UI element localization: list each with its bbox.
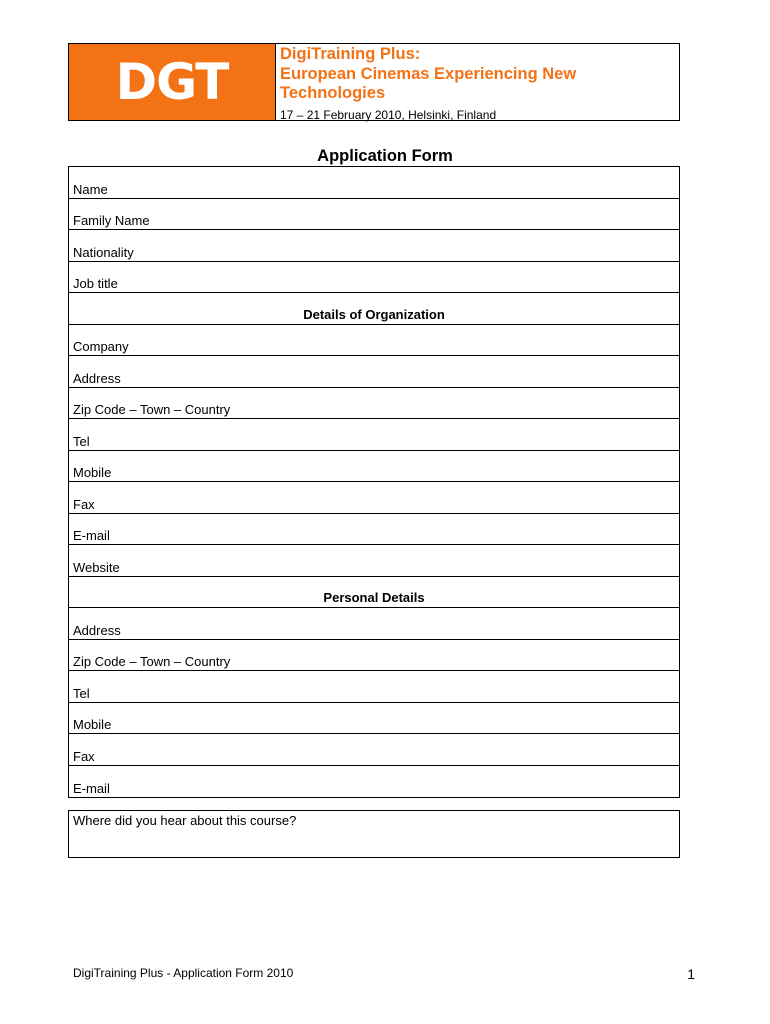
form-field-row[interactable] (69, 482, 679, 514)
field-label: Name (73, 181, 108, 197)
form-field-row[interactable] (69, 766, 679, 798)
form-field-row[interactable] (69, 199, 679, 231)
application-form-table (68, 166, 680, 798)
logo-text: DGT (115, 53, 229, 111)
event-title-line-1: DigiTraining Plus: (280, 45, 421, 63)
field-label: Address (73, 622, 121, 638)
header-info (276, 44, 576, 120)
event-title-line-3: Technologies (280, 84, 386, 102)
field-label: Zip Code – Town – Country (73, 402, 231, 417)
document-header (68, 43, 680, 121)
form-field-row[interactable] (69, 671, 679, 703)
form-field-row[interactable] (69, 230, 679, 262)
field-label: Website (73, 559, 120, 575)
form-field-row[interactable] (69, 356, 679, 388)
form-field-row[interactable] (69, 514, 679, 546)
field-label: Fax (73, 496, 95, 512)
field-label: Job title (73, 276, 118, 291)
field-label: Mobile (73, 465, 112, 480)
form-field-row[interactable] (69, 640, 679, 672)
field-label: Tel (73, 685, 90, 701)
field-label: Mobile (73, 717, 112, 732)
form-field-row[interactable] (69, 167, 679, 199)
footer-text: DigiTraining Plus - Application Form 2010 (73, 966, 294, 980)
form-field-row[interactable] (69, 608, 679, 640)
section-title: Details of Organization (303, 306, 445, 322)
form-field-row[interactable] (69, 388, 679, 420)
field-label: Family Name (73, 213, 150, 228)
form-field-row[interactable] (69, 703, 679, 735)
field-label: E-mail (73, 781, 110, 796)
question-label: Where did you hear about this course? (73, 813, 297, 828)
dgt-logo (69, 44, 276, 120)
form-title: Application Form (317, 147, 453, 165)
form-field-row[interactable] (69, 325, 679, 357)
section-header-row (69, 293, 679, 325)
field-label: Zip Code – Town – Country (73, 654, 231, 669)
field-label: Fax (73, 748, 95, 764)
section-header-row (69, 577, 679, 609)
field-label: E-mail (73, 528, 110, 543)
form-field-row[interactable] (69, 451, 679, 483)
field-label: Company (73, 339, 129, 354)
form-field-row[interactable] (69, 545, 679, 577)
event-dates-location: 17 – 21 February 2010, Helsinki, Finland (280, 107, 497, 122)
form-field-row[interactable] (69, 734, 679, 766)
field-label: Nationality (73, 244, 134, 260)
question-box[interactable] (68, 810, 680, 858)
page-number: 1 (687, 966, 695, 982)
form-field-row[interactable] (69, 262, 679, 294)
event-title-line-2: European Cinemas Experiencing New (280, 64, 577, 83)
field-label: Tel (73, 433, 90, 449)
field-label: Address (73, 370, 121, 386)
form-field-row[interactable] (69, 419, 679, 451)
section-title: Personal Details (323, 590, 425, 605)
